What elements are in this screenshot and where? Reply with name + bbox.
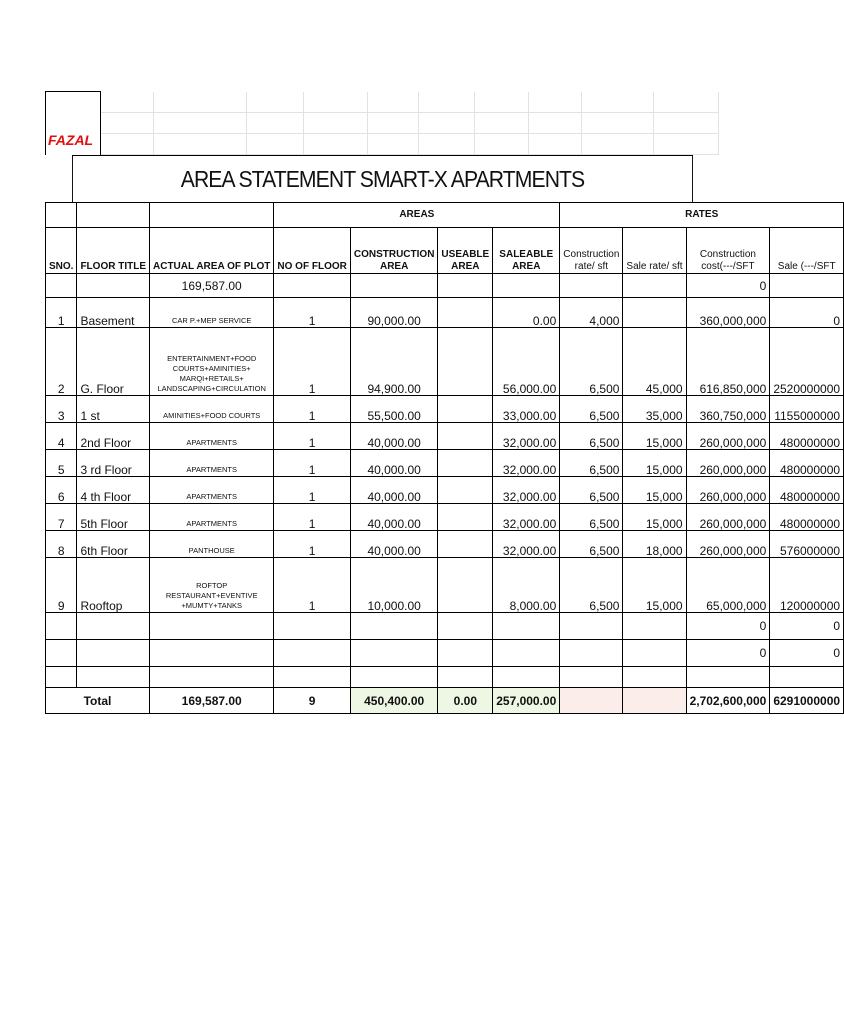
- row-sale-rate: 35,000: [623, 396, 686, 423]
- row-floor-title: 5th Floor: [77, 504, 150, 531]
- header-no-of-floor: NO OF FLOOR: [274, 228, 350, 274]
- row-description: AMINITIES+FOOD COURTS: [150, 396, 274, 423]
- areas-group-header: AREAS: [274, 203, 560, 228]
- table-row: [46, 531, 844, 558]
- row-no-of-floor: 1: [274, 504, 350, 531]
- row-sale-rate: 45,000: [623, 328, 686, 396]
- total-construction-area: 450,400.00: [350, 688, 438, 714]
- row-no-of-floor: 1: [274, 477, 350, 504]
- row-construction-cost: 260,000,000: [686, 531, 770, 558]
- total-row: [46, 688, 844, 714]
- total-sale: 6291000000: [770, 688, 844, 714]
- row-floor-title: 6th Floor: [77, 531, 150, 558]
- table-row: [46, 667, 844, 688]
- row-construction-area: 40,000.00: [350, 477, 438, 504]
- row-construction-cost: 360,000,000: [686, 298, 770, 328]
- row-construction-cost: 65,000,000: [686, 558, 770, 613]
- row-construction-rate: 6,500: [560, 328, 623, 396]
- row-saleable-area: 32,000.00: [493, 504, 560, 531]
- row-sale-rate: 15,000: [623, 450, 686, 477]
- header-saleable-area: SALEABLE AREA: [493, 228, 560, 274]
- row-construction-rate: 6,500: [560, 531, 623, 558]
- row-useable-area: [438, 477, 493, 504]
- total-saleable-area: 257,000.00: [493, 688, 560, 714]
- row-sno: 4: [46, 423, 77, 450]
- row-floor-title: 3 rd Floor: [77, 450, 150, 477]
- row-description: PANTHOUSE: [150, 531, 274, 558]
- row-sale: 576000000: [770, 531, 844, 558]
- table-row: [46, 396, 844, 423]
- row-construction-area: 40,000.00: [350, 423, 438, 450]
- row-construction-rate: 6,500: [560, 396, 623, 423]
- row-saleable-area: 32,000.00: [493, 477, 560, 504]
- row-sale: 2520000000: [770, 328, 844, 396]
- row-floor-title: 4 th Floor: [77, 477, 150, 504]
- total-construction-cost: 2,702,600,000: [686, 688, 770, 714]
- row-sale-rate: 15,000: [623, 477, 686, 504]
- row-floor-title: G. Floor: [77, 328, 150, 396]
- row-useable-area: [438, 298, 493, 328]
- row-sale: 480000000: [770, 504, 844, 531]
- row-sno: 5: [46, 450, 77, 477]
- row-sale: 0: [770, 613, 844, 640]
- row-floor-title: 1 st: [77, 396, 150, 423]
- row-sno: 1: [46, 298, 77, 328]
- row-sno: 3: [46, 396, 77, 423]
- row-sale: 1155000000: [770, 396, 844, 423]
- row-construction-rate: 6,500: [560, 477, 623, 504]
- row-description: ROFTOP RESTAURANT+EVENTIVE +MUMTY+TANKS: [150, 558, 274, 613]
- total-label: Total: [46, 688, 150, 714]
- total-no-of-floor: 9: [274, 688, 350, 714]
- plot-area-value: 169,587.00: [150, 274, 274, 298]
- row-useable-area: [438, 396, 493, 423]
- row-construction-rate: 6,500: [560, 423, 623, 450]
- row-sno: 2: [46, 328, 77, 396]
- row-sno: 9: [46, 558, 77, 613]
- row-sale: 120000000: [770, 558, 844, 613]
- rates-group-header: RATES: [560, 203, 844, 228]
- total-plot-area: 169,587.00: [150, 688, 274, 714]
- row-construction-cost: 260,000,000: [686, 504, 770, 531]
- row-construction-cost: 260,000,000: [686, 423, 770, 450]
- row-floor-title: 2nd Floor: [77, 423, 150, 450]
- row-construction-cost: 0: [686, 640, 770, 667]
- row-saleable-area: 56,000.00: [493, 328, 560, 396]
- row-sale: 0: [770, 640, 844, 667]
- row-sale-rate: 15,000: [623, 558, 686, 613]
- row-construction-area: 94,900.00: [350, 328, 438, 396]
- row-saleable-area: 8,000.00: [493, 558, 560, 613]
- table-row: [46, 640, 844, 667]
- row-saleable-area: 32,000.00: [493, 531, 560, 558]
- row-construction-rate: 6,500: [560, 450, 623, 477]
- row-no-of-floor: 1: [274, 450, 350, 477]
- row-saleable-area: 0.00: [493, 298, 560, 328]
- row-construction-cost: 260,000,000: [686, 450, 770, 477]
- table-row: [46, 450, 844, 477]
- row-construction-area: 40,000.00: [350, 531, 438, 558]
- row-no-of-floor: 1: [274, 531, 350, 558]
- row-useable-area: [438, 531, 493, 558]
- row-saleable-area: 33,000.00: [493, 396, 560, 423]
- table-row: [46, 504, 844, 531]
- row-no-of-floor: 1: [274, 328, 350, 396]
- row-sale-rate: 15,000: [623, 423, 686, 450]
- sheet-title: AREA STATEMENT SMART-X APARTMENTS: [72, 155, 693, 203]
- row-construction-area: 10,000.00: [350, 558, 438, 613]
- row-construction-cost: 616,850,000: [686, 328, 770, 396]
- header-floor-title: FLOOR TITLE: [77, 228, 150, 274]
- row-construction-area: 90,000.00: [350, 298, 438, 328]
- row-construction-area: 40,000.00: [350, 504, 438, 531]
- row-description: APARTMENTS: [150, 423, 274, 450]
- row-sno: 7: [46, 504, 77, 531]
- row-sale: 480000000: [770, 423, 844, 450]
- row-construction-cost: 260,000,000: [686, 477, 770, 504]
- header-construction-rate: Construction rate/ sft: [560, 228, 623, 274]
- row-no-of-floor: 1: [274, 298, 350, 328]
- header-construction-cost: Construction cost(---/SFT: [686, 228, 770, 274]
- row-sale: 480000000: [770, 477, 844, 504]
- header-sale: Sale (---/SFT: [770, 228, 844, 274]
- row-construction-cost: 0: [686, 613, 770, 640]
- table-row: [46, 298, 844, 328]
- row-no-of-floor: 1: [274, 396, 350, 423]
- total-blank-rate: [560, 688, 623, 714]
- row-useable-area: [438, 423, 493, 450]
- row-description: APARTMENTS: [150, 504, 274, 531]
- row-sale: 480000000: [770, 450, 844, 477]
- plot-row-cost: 0: [686, 274, 770, 298]
- table-row: [46, 477, 844, 504]
- row-description: ENTERTAINMENT+FOOD COURTS+AMINITIES+ MARQI+RETAILS+ LANDSCAPING+CIRCULATION: [150, 328, 274, 396]
- row-saleable-area: 32,000.00: [493, 450, 560, 477]
- total-useable-area: 0.00: [438, 688, 493, 714]
- row-sno: 6: [46, 477, 77, 504]
- row-floor-title: Basement: [77, 298, 150, 328]
- row-no-of-floor: 1: [274, 423, 350, 450]
- row-useable-area: [438, 558, 493, 613]
- row-useable-area: [438, 328, 493, 396]
- spreadsheet-grid: [45, 91, 719, 155]
- row-description: CAR P.+MEP SERVICE: [150, 298, 274, 328]
- table-row: [46, 613, 844, 640]
- header-useable-area: USEABLE AREA: [438, 228, 493, 274]
- header-sale-rate: Sale rate/ sft: [623, 228, 686, 274]
- area-statement-table: [45, 202, 844, 714]
- header-sno: SNO.: [46, 228, 77, 274]
- row-construction-rate: 4,000: [560, 298, 623, 328]
- row-sno: 8: [46, 531, 77, 558]
- row-description: APARTMENTS: [150, 450, 274, 477]
- row-useable-area: [438, 450, 493, 477]
- row-construction-area: 40,000.00: [350, 450, 438, 477]
- table-row: [46, 558, 844, 613]
- row-floor-title: Rooftop: [77, 558, 150, 613]
- row-sale: 0: [770, 298, 844, 328]
- row-sale-rate: [623, 298, 686, 328]
- table-row: [46, 423, 844, 450]
- row-construction-rate: 6,500: [560, 558, 623, 613]
- row-construction-area: 55,500.00: [350, 396, 438, 423]
- table-row: [46, 328, 844, 396]
- header-construction-area: CONSTRUCTION AREA: [350, 228, 438, 274]
- row-saleable-area: 32,000.00: [493, 423, 560, 450]
- row-construction-rate: 6,500: [560, 504, 623, 531]
- row-useable-area: [438, 504, 493, 531]
- total-blank-sale-rate: [623, 688, 686, 714]
- header-plot-area: ACTUAL AREA OF PLOT: [150, 228, 274, 274]
- row-construction-cost: 360,750,000: [686, 396, 770, 423]
- row-sale-rate: 18,000: [623, 531, 686, 558]
- row-sale-rate: 15,000: [623, 504, 686, 531]
- company-name: FAZAL: [48, 132, 94, 148]
- row-description: APARTMENTS: [150, 477, 274, 504]
- row-no-of-floor: 1: [274, 558, 350, 613]
